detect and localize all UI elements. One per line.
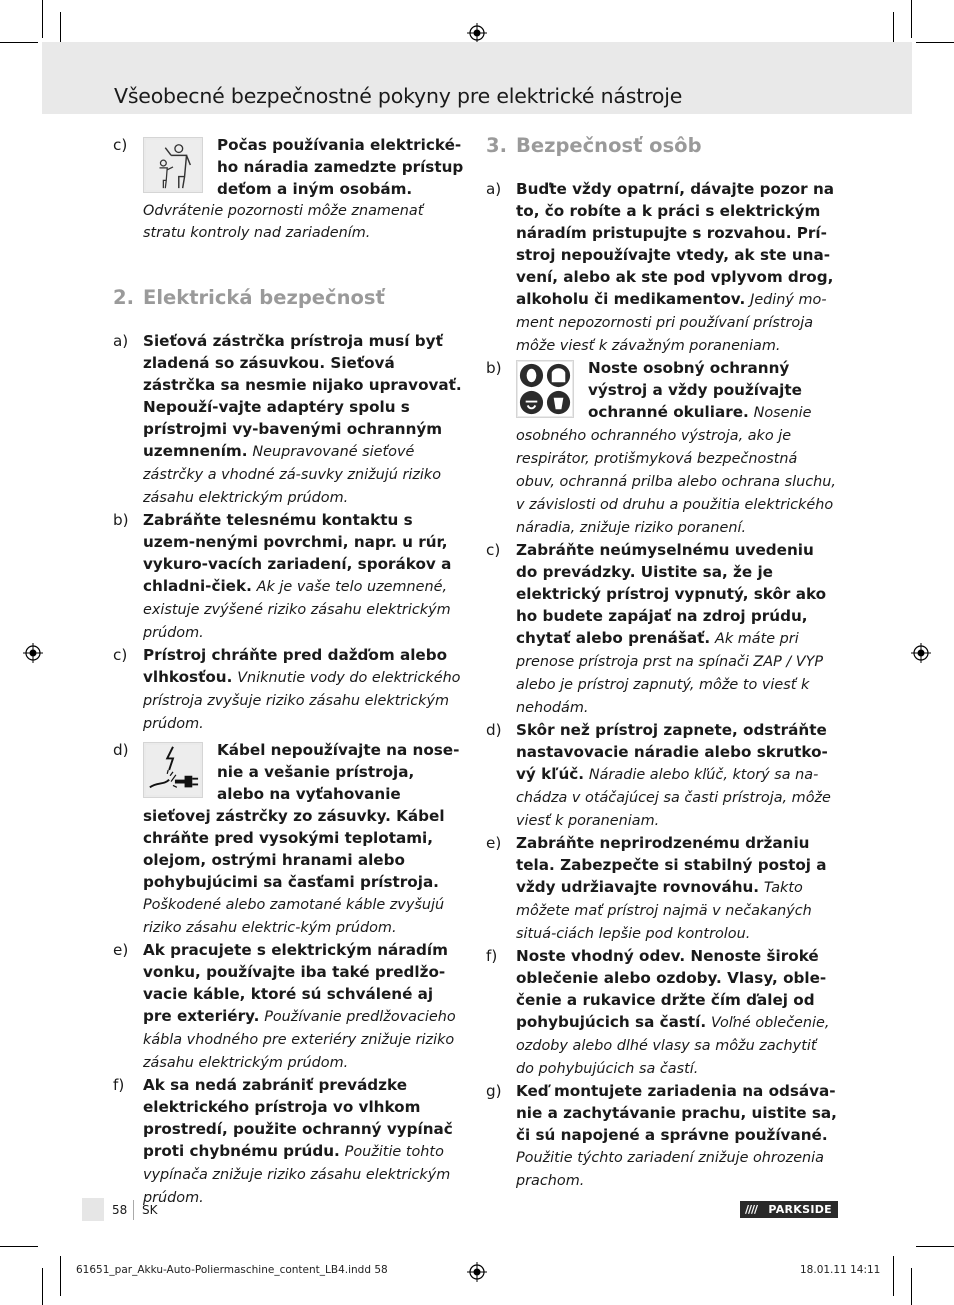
item-italic-text: Vniknutie vody do elektrického prístroja zvyšuje riziko zásahu elektrickým prúdom. bbox=[143, 670, 461, 732]
crop-mark bbox=[911, 1268, 912, 1305]
registration-mark-icon bbox=[467, 23, 487, 43]
item-bold-text: Zabráňte neúmyselnému uvedeniu do prevádzky. Uistite sa, že je elektrický prístroj vypnutý, skôr ako ho budete zapájať na zdroj prúdu, chytať alebo prenášať. bbox=[516, 541, 827, 647]
logo-text: PARKSIDE bbox=[768, 1203, 832, 1216]
left-column bbox=[113, 134, 465, 1209]
item-italic-text: Jediný mo-ment nepozornosti pri používaní prístroja môže viesť k závažným poraneniam. bbox=[516, 292, 827, 354]
crop-mark bbox=[42, 1268, 43, 1305]
item-italic-text: Ak máte pri prenose prístroja prst na spínači ZAP / VYP alebo je prístroj zapnutý, môže to viesť k nehodám. bbox=[516, 631, 824, 716]
item-italic-text: Nosenie osobného ochranného výstroja, ako je respirátor, protišmyková bezpečnostná obuv, ochranná prilba alebo ochrana sluchu, v závislosti od druhu a použitia elektrického náradia, znižuje riziko poranení. bbox=[516, 405, 836, 536]
item-bold-text: Zabráňte neprirodzenému držaniu tela. Zabezpečte si stabilný postoj a vždy udržiavajte rovnováhu. bbox=[516, 834, 827, 896]
item-bold-text: Skôr než prístroj zapnete, odstráňte nastavovacie náradie alebo skrutko-vý kľúč. bbox=[516, 721, 828, 783]
list-item bbox=[486, 539, 838, 719]
crop-mark bbox=[0, 42, 38, 43]
child-keep-away-icon bbox=[143, 137, 203, 193]
list-item bbox=[486, 832, 838, 945]
page-number: 58 bbox=[112, 1203, 128, 1217]
list-item bbox=[486, 719, 838, 832]
item-letter: a) bbox=[486, 180, 502, 198]
slug-datetime: 18.01.11 14:11 bbox=[800, 1264, 881, 1276]
crop-mark bbox=[916, 42, 954, 43]
list-item bbox=[113, 644, 465, 735]
crop-mark bbox=[916, 1246, 954, 1247]
item-letter: c) bbox=[113, 646, 128, 664]
parkside-logo bbox=[740, 1201, 838, 1218]
item-bold-text: Buďte vždy opatrní, dávajte pozor na to, čo robíte a k práci s elektrickým náradím pristupujte s rozvahou. Prí-stroj nepoužívajte vtedy, ak ste una-vení, alebo ak ste pod vplyvom drog, alkoholu či medikamentov. bbox=[516, 180, 835, 308]
item-letter: g) bbox=[486, 1082, 502, 1100]
item-letter: b) bbox=[113, 511, 129, 529]
crop-mark bbox=[911, 0, 912, 38]
section-title-text: Bezpečnosť osôb bbox=[516, 134, 702, 157]
crop-mark bbox=[60, 1256, 61, 1296]
registration-mark-icon bbox=[911, 643, 931, 663]
item-bold-text: Ak pracujete s elektrickým náradím vonku, používajte iba také predlžo-vacie káble, ktoré sú schválené aj pre exteriéry. bbox=[143, 941, 448, 1025]
item-italic-text: Takto môžete mať prístroj najmä v nečakaných situá-ciách lepšie pod kontrolou. bbox=[516, 880, 812, 942]
item-italic-text: Ak je vaše telo uzemnené, existuje zvýšené riziko zásahu elektrickým prúdom. bbox=[143, 579, 451, 641]
item-bold-text: Sieťová zástrčka prístroja musí byť zladená so zásuvkou. Sieťová zástrčka sa nesmie nijako upravovať. Nepouží-vajte adaptéry spolu s prístrojmi vy-bavenými ochranným uzemnením. bbox=[143, 332, 462, 460]
section-number: 3. bbox=[486, 134, 507, 157]
item-italic-text: Náradie alebo kľúč, ktorý sa na-chádza v otáčajúcej sa časti prístroja, môže viesť k poraneniam. bbox=[516, 767, 831, 829]
crop-mark bbox=[893, 1256, 894, 1296]
footer-divider bbox=[133, 1200, 134, 1220]
footer-page-tab bbox=[82, 1198, 104, 1221]
item-letter: c) bbox=[113, 136, 128, 154]
language-code: SK bbox=[142, 1203, 158, 1217]
item-italic-text: Poškodené alebo zamotané káble zvyšujú riziko zásahu elektric-kým prúdom. bbox=[143, 897, 445, 936]
list-item bbox=[113, 1074, 465, 1209]
list-item bbox=[113, 134, 465, 244]
item-bold-text: Ak sa nedá zabrániť prevádzke elektrického prístroja vo vlhkom prostredí, použite ochranný vypínač proti chybnému prúdu. bbox=[143, 1076, 453, 1160]
list-item bbox=[113, 939, 465, 1074]
item-bold-text: Kábel nepoužívajte na nose-nie a vešanie prístroja, alebo na vyťahovanie sieťovej zástrčky zo zásuvky. Kábel chráňte pred vysokými teplotami, olejom, ostrými hranami alebo pohybujúcimi sa časťami prístroja. bbox=[143, 741, 460, 891]
item-bold-text: Keď montujete zariadenia na odsáva-nie a zachytávanie prachu, uistite sa, či sú napojené a správne používané. bbox=[516, 1082, 837, 1144]
item-letter: d) bbox=[486, 721, 502, 739]
list-item bbox=[113, 739, 465, 939]
section-number: 2. bbox=[113, 286, 134, 309]
list-item bbox=[486, 357, 838, 539]
item-italic-text: Voľné oblečenie, ozdoby alebo dlhé vlasy sa môžu zachytiť do pohybujúcich sa častí. bbox=[516, 1015, 830, 1077]
item-italic-text: Odvrátenie pozornosti môže znamenať stratu kontroly nad zariadením. bbox=[143, 203, 424, 241]
item-italic-text: Použitie týchto zariadení znižuje ohrozenia prachom. bbox=[516, 1150, 824, 1189]
item-bold-text: Noste osobný ochranný výstroj a vždy používajte ochranné okuliare. bbox=[588, 359, 802, 421]
logo-slashes: //// bbox=[745, 1203, 758, 1216]
crop-mark bbox=[0, 1246, 38, 1247]
item-italic-text: Neupravované sieťové zástrčky a vhodné zá-suvky znižujú riziko zásahu elektrickým prúdom. bbox=[143, 444, 442, 506]
item-letter: c) bbox=[486, 541, 501, 559]
item-letter: e) bbox=[113, 941, 129, 959]
item-letter: f) bbox=[113, 1076, 125, 1094]
list-item bbox=[113, 509, 465, 644]
item-italic-text: Použitie tohto vypínača znižuje riziko zásahu elektrickým prúdom. bbox=[143, 1144, 451, 1206]
protective-equipment-icon bbox=[516, 360, 574, 418]
item-bold-text: Prístroj chráňte pred dažďom alebo vlhkosťou. bbox=[143, 646, 448, 686]
list-item bbox=[486, 945, 838, 1080]
list-item bbox=[486, 1080, 838, 1192]
item-letter: e) bbox=[486, 834, 502, 852]
slug-filename: 61651_par_Akku-Auto-Poliermaschine_content_LB4.indd 58 bbox=[76, 1264, 388, 1276]
crop-mark bbox=[42, 0, 43, 38]
section-heading bbox=[113, 286, 465, 310]
registration-mark-icon bbox=[467, 1262, 487, 1282]
registration-mark-icon bbox=[23, 643, 43, 663]
item-letter: a) bbox=[113, 332, 129, 350]
page-title: Všeobecné bezpečnostné pokyny pre elektrické nástroje bbox=[114, 84, 683, 108]
item-bold-text: Zabráňte telesnému kontaktu s uzem-nenými povrchmi, napr. u rúr, vykuro-vacích zariadení, sporákov a chladni-čiek. bbox=[143, 511, 452, 595]
item-bold-text: Počas používania elektrické-ho náradia zamedzte prístup deťom a iným osobám. bbox=[217, 136, 464, 198]
damaged-cable-icon bbox=[143, 742, 203, 798]
right-column bbox=[486, 134, 838, 1192]
item-letter: d) bbox=[113, 741, 129, 759]
item-letter: b) bbox=[486, 359, 502, 377]
list-item bbox=[486, 178, 838, 357]
item-letter: f) bbox=[486, 947, 498, 965]
item-italic-text: Používanie predlžovacieho kábla vhodného pre exteriéry znižuje riziko zásahu elektrickým prúdom. bbox=[143, 1009, 456, 1071]
section-title-text: Elektrická bezpečnosť bbox=[143, 286, 385, 309]
section-heading bbox=[486, 134, 838, 158]
item-bold-text: Noste vhodný odev. Nenoste široké oblečenie alebo ozdoby. Vlasy, oble-čenie a rukavice držte čím ďalej od pohybujúcich sa častí. bbox=[516, 947, 827, 1031]
list-item bbox=[113, 330, 465, 509]
